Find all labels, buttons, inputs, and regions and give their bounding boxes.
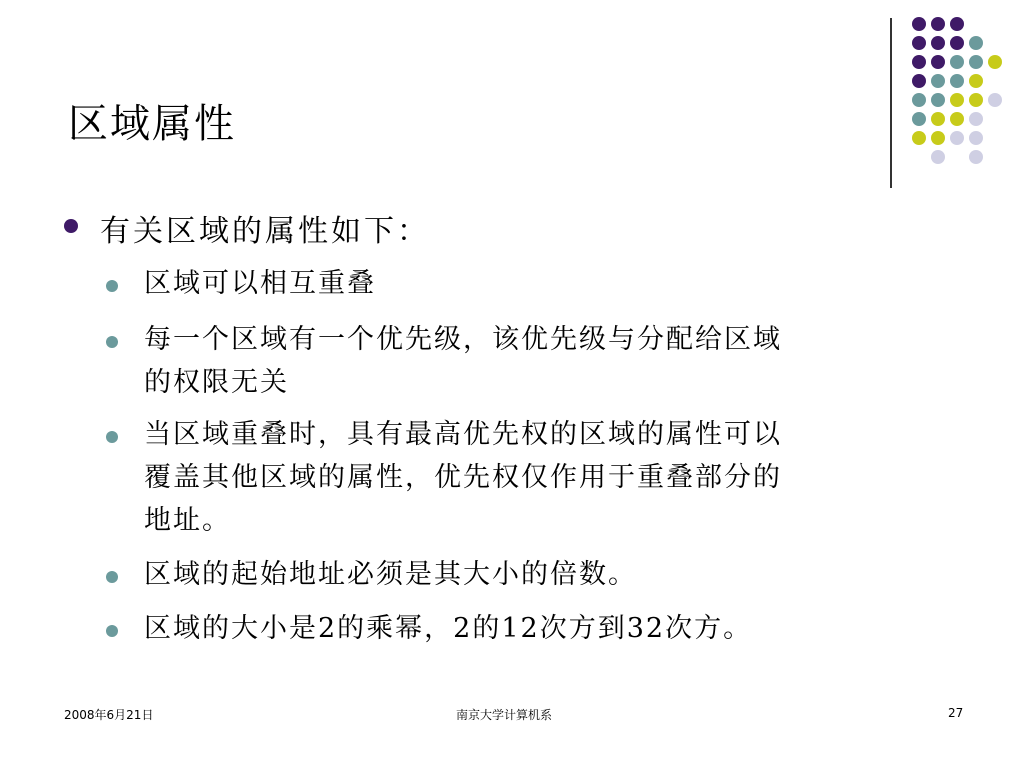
decor-dot	[912, 112, 926, 126]
list-item	[144, 318, 964, 404]
list-item-line: 覆盖其他区域的属性，优先权仅作用于重叠部分的	[144, 462, 782, 493]
decor-dot	[912, 93, 926, 107]
list-item	[144, 553, 964, 596]
sub-bullet-icon	[106, 431, 118, 443]
list-item	[144, 262, 964, 305]
decor-dot	[950, 131, 964, 145]
decor-dot	[969, 55, 983, 69]
list-item-line: 区域的起始地址必须是其大小的倍数。	[144, 559, 637, 590]
level1-text: 有关区域的属性如下：	[100, 214, 430, 249]
decor-dot	[969, 112, 983, 126]
decor-dot	[931, 17, 945, 31]
decor-dot	[912, 36, 926, 50]
decor-dot	[969, 131, 983, 145]
decor-dot	[969, 36, 983, 50]
sub-bullet-icon	[106, 336, 118, 348]
decor-dot	[931, 150, 945, 164]
decor-dot	[912, 131, 926, 145]
decor-dot	[912, 55, 926, 69]
list-item-line: 每一个区域有一个优先级，该优先级与分配给区域	[144, 324, 782, 355]
decor-dot	[912, 17, 926, 31]
slide-title: 区域属性	[68, 101, 236, 147]
list-item	[144, 607, 964, 650]
sub-bullet-icon	[106, 280, 118, 292]
sub-bullet-icon	[106, 625, 118, 637]
decor-dot	[988, 93, 1002, 107]
list-item-line: 的权限无关	[144, 367, 289, 398]
list-item-line: 区域的大小是2的乘幂，2的12次方到32次方。	[144, 613, 753, 644]
decor-dot	[950, 36, 964, 50]
decor-dot	[969, 93, 983, 107]
decor-dot	[950, 55, 964, 69]
decor-dot	[950, 93, 964, 107]
list-item-line: 地址。	[144, 505, 231, 536]
footer-org: 南京大学计算机系	[456, 708, 553, 722]
decor-dot	[969, 150, 983, 164]
decor-dot	[931, 55, 945, 69]
decor-dot	[931, 74, 945, 88]
list-item	[144, 413, 964, 542]
decor-dot	[912, 74, 926, 88]
decor-dot	[931, 112, 945, 126]
list-item-line: 区域可以相互重叠	[144, 268, 376, 299]
decor-dot	[969, 74, 983, 88]
footer-page-number: 27	[948, 706, 964, 720]
decor-dot	[931, 131, 945, 145]
decor-dot	[931, 93, 945, 107]
sub-bullet-icon	[106, 571, 118, 583]
decor-dot	[950, 17, 964, 31]
footer-date: 2008年6月21日	[64, 708, 154, 722]
decor-dot	[931, 36, 945, 50]
decor-dot	[988, 55, 1002, 69]
decor-dot	[950, 112, 964, 126]
list-item-line: 当区域重叠时，具有最高优先权的区域的属性可以	[144, 419, 782, 450]
decor-divider	[890, 18, 892, 188]
bullet-icon	[64, 219, 78, 233]
decor-dot	[950, 74, 964, 88]
